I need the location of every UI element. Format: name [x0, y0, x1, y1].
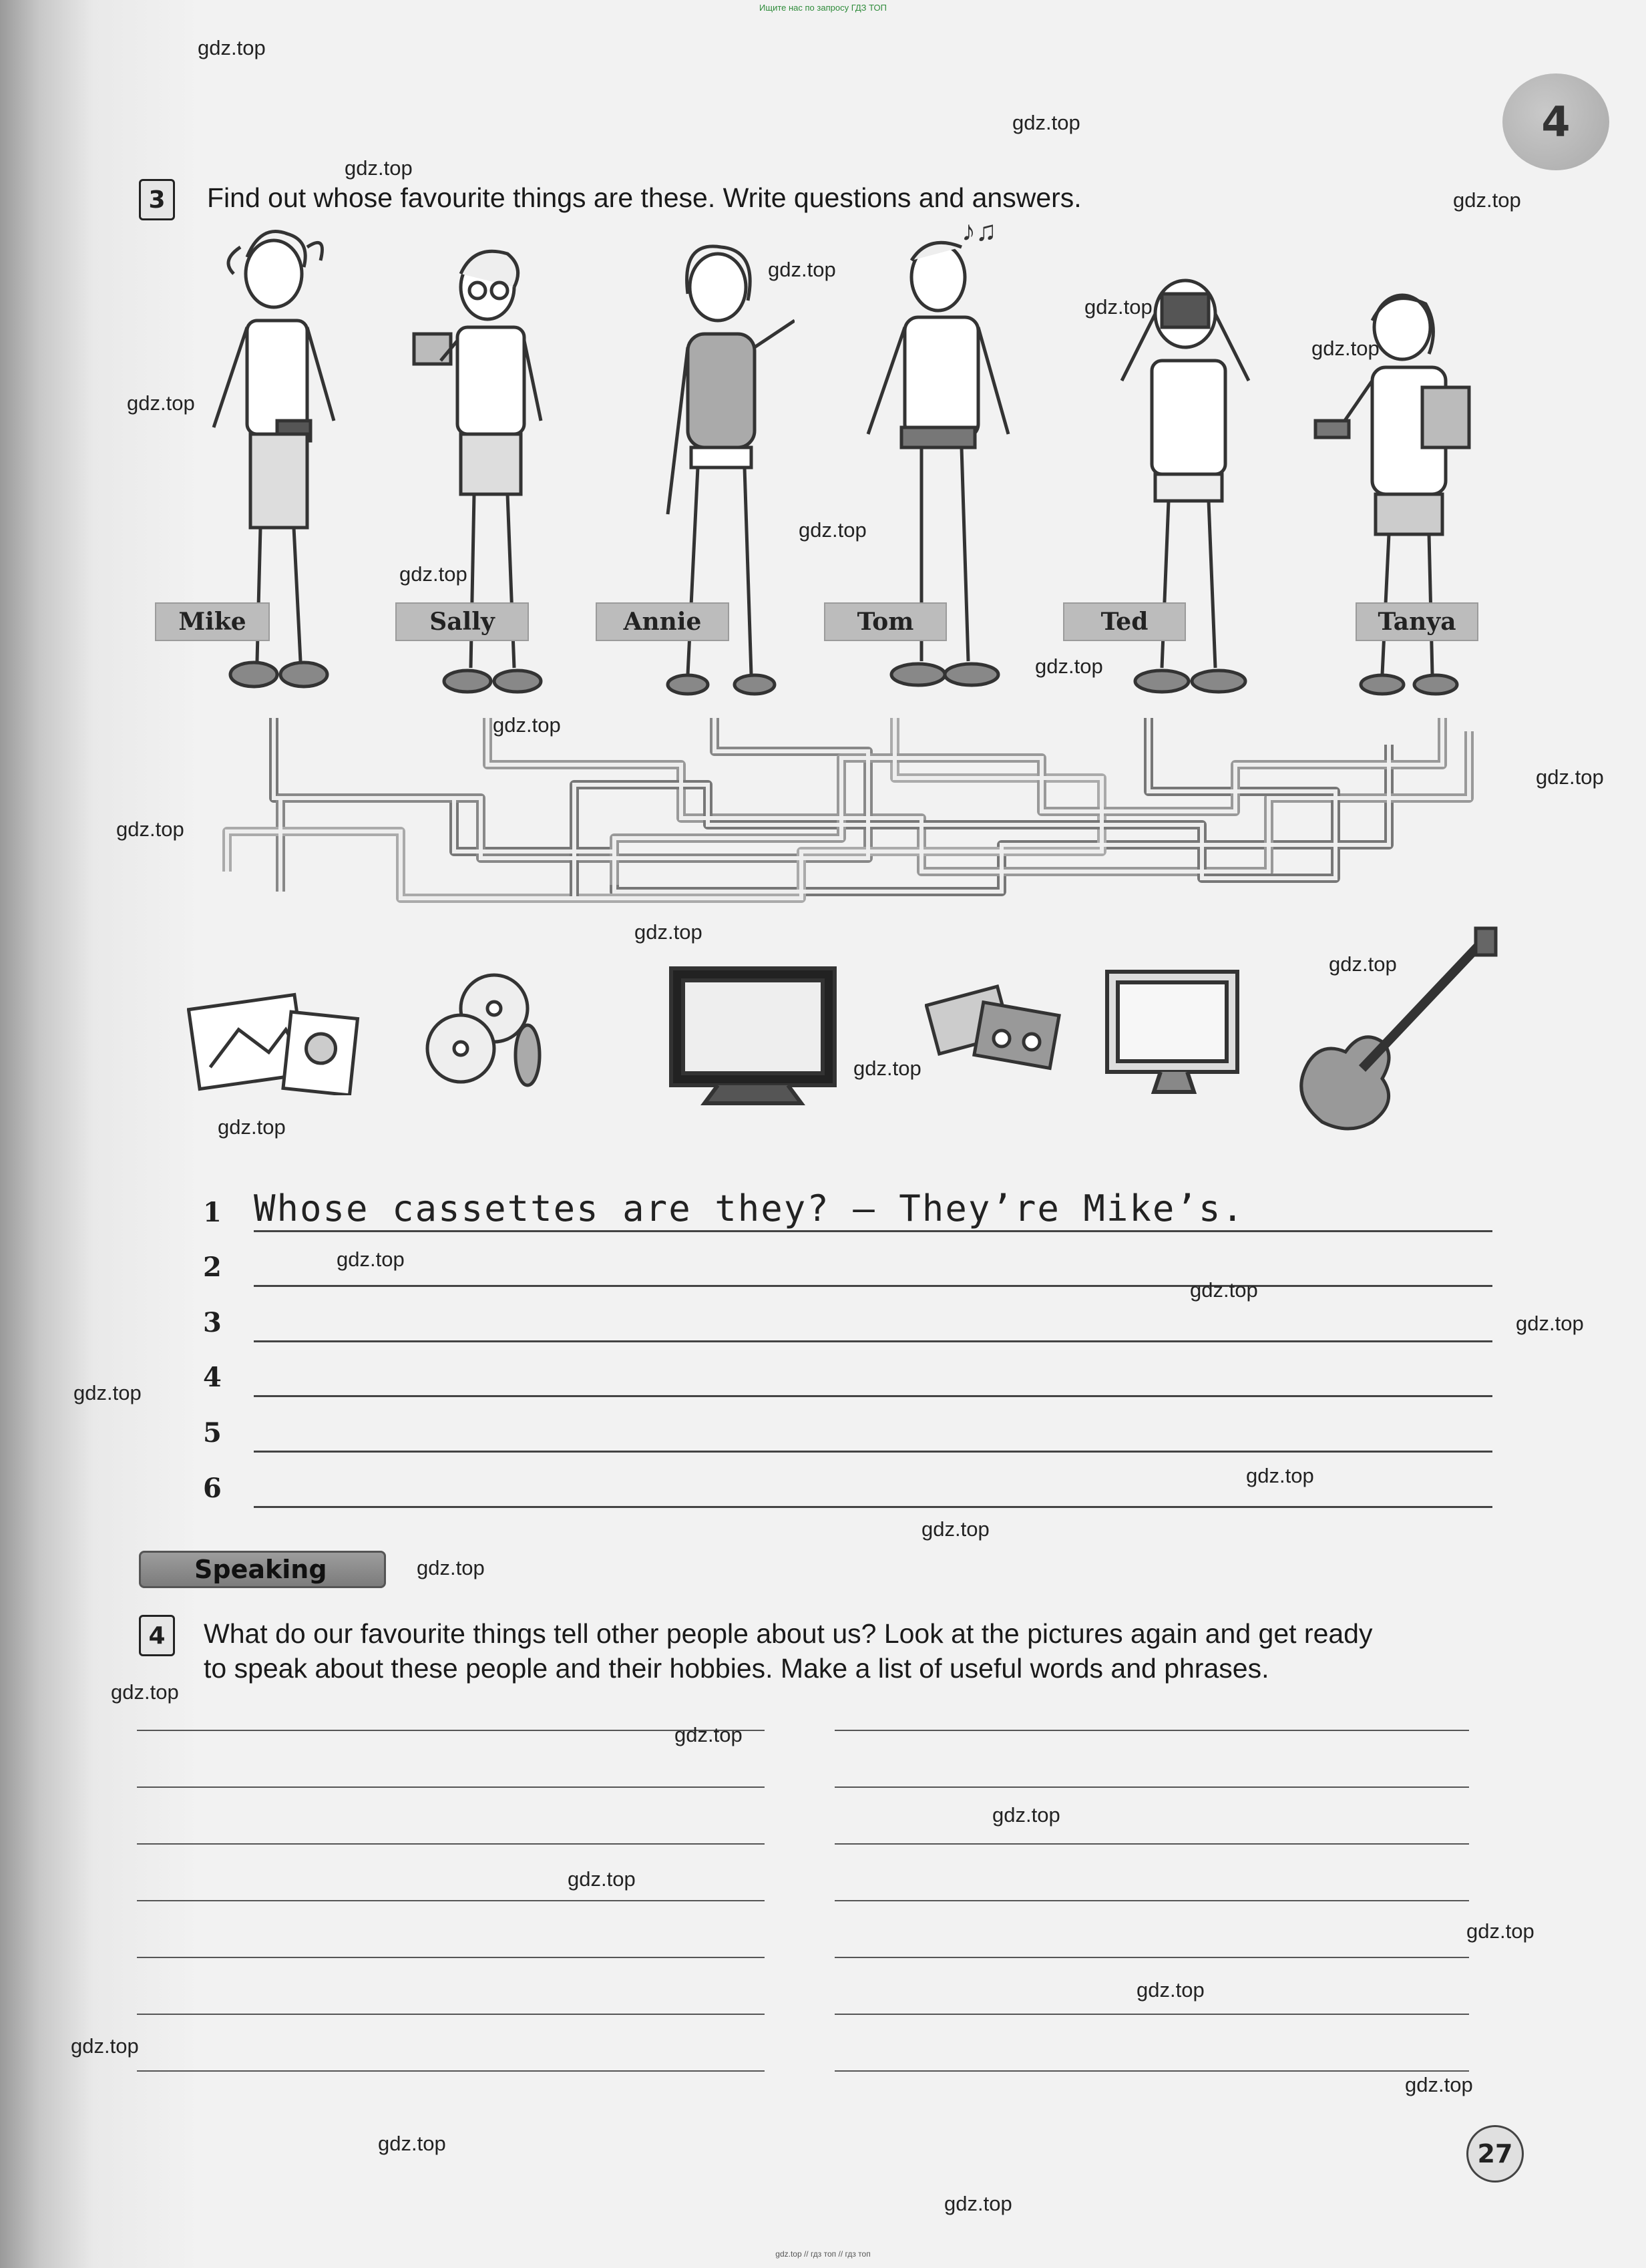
- answer-line-3[interactable]: [200, 1296, 1492, 1342]
- watermark: gdz.top: [1190, 1278, 1258, 1302]
- answer-line-1[interactable]: [200, 1185, 1492, 1232]
- writing-line[interactable]: [835, 2014, 1469, 2015]
- watermark: gdz.top: [337, 1248, 405, 1271]
- watermark: gdz.top: [1405, 2073, 1473, 2096]
- watermark: gdz.top: [634, 920, 702, 944]
- name-tag-sally: Sally: [395, 602, 529, 641]
- writing-rule: [254, 1285, 1492, 1287]
- cassettes-icon: [925, 975, 1065, 1075]
- writing-line[interactable]: [835, 1957, 1469, 1958]
- name-tag-annie: Annie: [596, 602, 729, 641]
- writing-rule: [254, 1230, 1492, 1232]
- writing-rule: [254, 1395, 1492, 1397]
- watermark: gdz.top: [345, 156, 413, 180]
- writing-line[interactable]: [137, 2014, 765, 2015]
- exercise-4-number: 4: [139, 1615, 175, 1656]
- watermark: gdz.top: [921, 1517, 990, 1541]
- watermark: gdz.top: [1035, 654, 1103, 678]
- name-tag-ted: Ted: [1063, 602, 1186, 641]
- watermark: gdz.top: [378, 2132, 446, 2155]
- watermark: gdz.top: [1012, 111, 1080, 134]
- line-number: 3: [203, 1307, 222, 1338]
- watermark: gdz.top: [1516, 1312, 1584, 1335]
- watermark: gdz.top: [1466, 1919, 1534, 1943]
- speaking-section-label: Speaking: [139, 1551, 386, 1588]
- writing-line[interactable]: [137, 1900, 765, 1901]
- writing-line[interactable]: [137, 2070, 765, 2072]
- watermark: gdz.top: [853, 1057, 921, 1080]
- watermark: gdz.top: [111, 1680, 179, 1704]
- watermark: gdz.top: [1536, 765, 1604, 789]
- line-number: 6: [203, 1473, 222, 1504]
- page-number: 27: [1466, 2125, 1524, 2183]
- exercise-3-number: 3: [139, 179, 175, 220]
- watermark: gdz.top: [116, 817, 184, 841]
- photos-icon: [187, 988, 361, 1095]
- watermark: gdz.top: [198, 36, 266, 59]
- watermark: gdz.top: [1137, 1978, 1205, 2002]
- watermark: gdz.top: [73, 1381, 142, 1404]
- watermark: gdz.top: [218, 1115, 286, 1139]
- watermark: gdz.top: [1311, 337, 1380, 360]
- answer-line-5[interactable]: [200, 1406, 1492, 1453]
- line-number: 5: [203, 1417, 222, 1449]
- watermark: gdz.top: [127, 391, 195, 415]
- svg-text:♪♫: ♪♫: [962, 215, 997, 246]
- watermark: gdz.top: [992, 1803, 1060, 1827]
- watermark: gdz.top: [1453, 188, 1521, 212]
- bottom-footer-links[interactable]: gdz.top // гдз топ // гдз топ: [775, 2249, 871, 2259]
- writing-line[interactable]: [137, 1786, 765, 1788]
- tv-icon: [664, 962, 845, 1109]
- line-number: 4: [203, 1362, 222, 1393]
- writing-line[interactable]: [137, 1843, 765, 1845]
- writing-line[interactable]: [835, 1900, 1469, 1901]
- writing-rule: [254, 1451, 1492, 1453]
- writing-line[interactable]: [137, 1957, 765, 1958]
- watermark: gdz.top: [944, 2192, 1012, 2215]
- writing-rule: [254, 1340, 1492, 1342]
- line-number: 2: [203, 1252, 222, 1283]
- watermark: gdz.top: [768, 258, 836, 281]
- connection-maze: [200, 718, 1496, 912]
- watermark: gdz.top: [1246, 1464, 1314, 1487]
- watermark: gdz.top: [1329, 952, 1397, 976]
- watermark: gdz.top: [493, 713, 561, 737]
- exercise-3-instruction: Find out whose favourite things are these. Write questions and answers.: [207, 182, 1082, 213]
- top-search-link[interactable]: Ищите нас по запросу ГДЗ ТОП: [759, 3, 887, 13]
- name-tag-mike: Mike: [155, 602, 270, 641]
- watermark: gdz.top: [799, 518, 867, 542]
- watermark: gdz.top: [674, 1723, 743, 1746]
- computer-monitor-icon: [1100, 965, 1247, 1099]
- name-tag-tom: Tom: [824, 602, 947, 641]
- watermark: gdz.top: [399, 562, 467, 586]
- line-number: 1: [203, 1197, 222, 1228]
- answer-line-4[interactable]: [200, 1350, 1492, 1397]
- writing-line[interactable]: [835, 1786, 1469, 1788]
- cd-discs-icon: [407, 968, 554, 1089]
- example-answer: Whose cassettes are they? – They’re Mike’s.: [254, 1187, 1245, 1230]
- writing-line[interactable]: [137, 1730, 765, 1731]
- writing-line[interactable]: [835, 1843, 1469, 1845]
- writing-line[interactable]: [835, 1730, 1469, 1731]
- name-tag-tanya: Tanya: [1356, 602, 1478, 641]
- exercise-4-instruction-line-1: What do our favourite things tell other people about us? Look at the pictures again and get ready: [204, 1618, 1373, 1649]
- exercise-4-instruction-line-2: to speak about these people and their hobbies. Make a list of useful words and phrases.: [204, 1653, 1269, 1684]
- watermark: gdz.top: [568, 1867, 636, 1891]
- watermark: gdz.top: [71, 2034, 139, 2058]
- watermark: gdz.top: [1084, 295, 1153, 319]
- writing-rule: [254, 1506, 1492, 1508]
- watermark: gdz.top: [417, 1556, 485, 1579]
- writing-line[interactable]: [835, 2070, 1469, 2072]
- unit-badge: 4: [1502, 73, 1609, 170]
